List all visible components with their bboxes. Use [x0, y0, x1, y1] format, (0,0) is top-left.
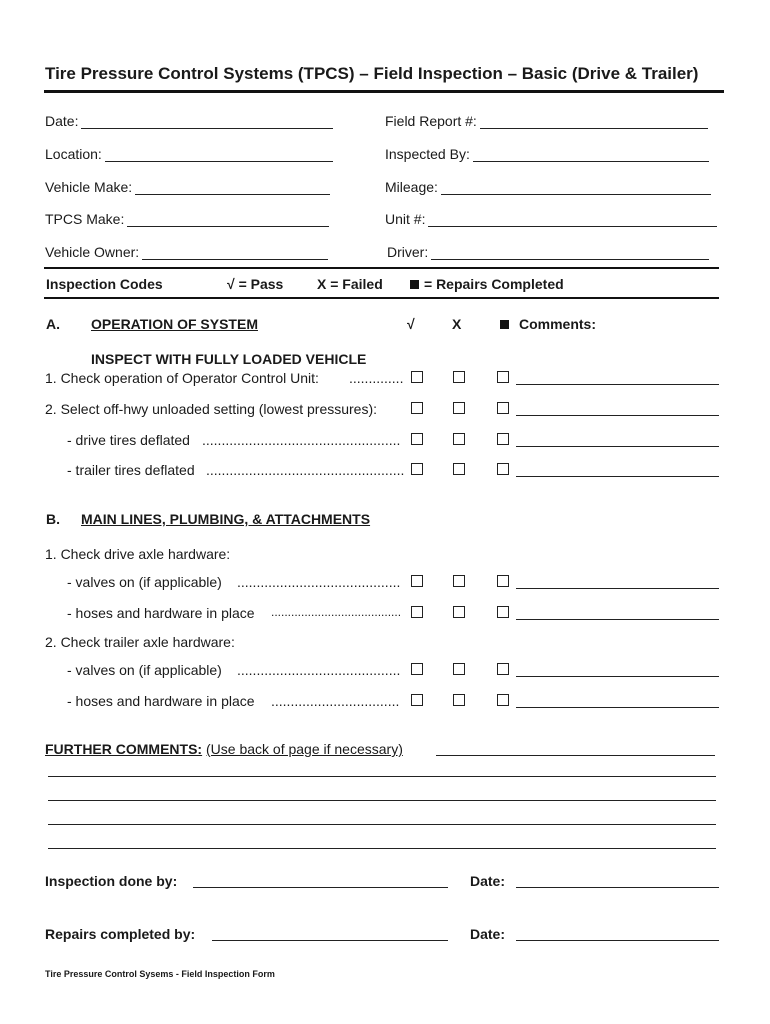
a2-pass-checkbox[interactable] — [411, 402, 423, 414]
a1-repaired-checkbox[interactable] — [497, 371, 509, 383]
b1-comment-line[interactable] — [516, 588, 719, 589]
a1-pass-checkbox[interactable] — [411, 371, 423, 383]
codes-top-divider — [44, 267, 719, 269]
item-b4-label: - hoses and hardware in place — [67, 693, 255, 709]
b2-pass-checkbox[interactable] — [411, 606, 423, 618]
inspected-by-line[interactable] — [473, 147, 709, 162]
unit-field[interactable] — [385, 211, 717, 227]
comments-column-header — [500, 316, 596, 332]
inspection-date-label: Date: — [470, 873, 506, 889]
repairs-date-line[interactable] — [516, 940, 719, 941]
repairs-date-label: Date: — [470, 926, 506, 942]
tpcs-make-line[interactable] — [127, 212, 329, 227]
a2-repaired-checkbox[interactable] — [497, 402, 509, 414]
further-comments-note: (Use back of page if necessary) — [206, 741, 403, 757]
form-title: Tire Pressure Control Systems (TPCS) – Field Inspection – Basic (Drive & Trailer) — [45, 64, 699, 83]
vehicle-owner-field[interactable] — [45, 244, 328, 260]
section-a-subhead: INSPECT WITH FULLY LOADED VEHICLE — [91, 351, 367, 367]
b3-fail-checkbox[interactable] — [453, 663, 465, 675]
b3-comment-line[interactable] — [516, 676, 719, 677]
b4-fail-checkbox[interactable] — [453, 694, 465, 706]
item-a3-leader: ................................................... — [202, 432, 401, 448]
item-a4-label: - trailer tires deflated — [67, 462, 195, 478]
tpcs-make-label: TPCS Make: — [45, 211, 125, 227]
failed-code: X = Failed — [317, 276, 383, 292]
vehicle-make-line[interactable] — [135, 180, 330, 195]
inspection-date-line[interactable] — [516, 887, 719, 888]
repairs-code-label: = Repairs Completed — [424, 276, 564, 292]
b1-fail-checkbox[interactable] — [453, 575, 465, 587]
b2-fail-checkbox[interactable] — [453, 606, 465, 618]
section-a-letter: A. — [46, 316, 60, 332]
field-report-field[interactable] — [385, 113, 708, 129]
pass-column-header: √ — [407, 316, 415, 332]
filled-square-icon — [500, 320, 509, 329]
b3-pass-checkbox[interactable] — [411, 663, 423, 675]
item-a1-label: 1. Check operation of Operator Control Unit: — [45, 370, 319, 386]
b1-pass-checkbox[interactable] — [411, 575, 423, 587]
unit-line[interactable] — [428, 212, 717, 227]
location-line[interactable] — [105, 147, 333, 162]
item-b4-leader: ................................. — [271, 693, 400, 709]
a1-fail-checkbox[interactable] — [453, 371, 465, 383]
a3-repaired-checkbox[interactable] — [497, 433, 509, 445]
further-comments-label: FURTHER COMMENTS: — [45, 741, 203, 757]
field-report-line[interactable] — [480, 114, 708, 129]
mileage-label: Mileage: — [385, 179, 438, 195]
further-comments-line-0[interactable] — [436, 755, 715, 756]
item-a2-label: 2. Select off-hwy unloaded setting (lowest pressures): — [45, 401, 378, 417]
a3-pass-checkbox[interactable] — [411, 433, 423, 445]
repairs-completed-by-line[interactable] — [212, 940, 448, 941]
mileage-line[interactable] — [441, 180, 711, 195]
item-a3-label: - drive tires deflated — [67, 432, 190, 448]
section-b-title: MAIN LINES, PLUMBING, & ATTACHMENTS — [81, 511, 371, 527]
date-label: Date: — [45, 113, 79, 129]
inspection-codes-label: Inspection Codes — [46, 276, 163, 292]
filled-square-icon — [410, 280, 419, 289]
inspected-by-field[interactable] — [385, 146, 709, 162]
inspected-by-label: Inspected By: — [385, 146, 470, 162]
b4-repaired-checkbox[interactable] — [497, 694, 509, 706]
a2-comment-line[interactable] — [516, 415, 719, 416]
a3-fail-checkbox[interactable] — [453, 433, 465, 445]
footer-text: Tire Pressure Control Sysems - Field Inspection Form — [45, 969, 275, 979]
a1-comment-line[interactable] — [516, 384, 719, 385]
title-divider — [44, 90, 724, 93]
a4-pass-checkbox[interactable] — [411, 463, 423, 475]
comments-label: Comments: — [519, 316, 597, 332]
item-b1-label: - valves on (if applicable) — [67, 574, 222, 590]
vehicle-owner-line[interactable] — [142, 245, 328, 260]
group-b1-label: 1. Check drive axle hardware: — [45, 546, 231, 562]
item-b2-label: - hoses and hardware in place — [67, 605, 255, 621]
item-a1-leader: .............. — [349, 370, 404, 386]
b1-repaired-checkbox[interactable] — [497, 575, 509, 587]
section-b-letter: B. — [46, 511, 60, 527]
vehicle-owner-label: Vehicle Owner: — [45, 244, 140, 260]
pass-code: √ = Pass — [227, 276, 284, 292]
mileage-field[interactable] — [385, 179, 711, 195]
field-report-label: Field Report #: — [385, 113, 477, 129]
location-field[interactable] — [45, 146, 333, 162]
unit-label: Unit #: — [385, 211, 426, 227]
item-b3-label: - valves on (if applicable) — [67, 662, 222, 678]
item-b3-leader: .......................................... — [237, 662, 401, 678]
further-comments-line-3[interactable] — [48, 824, 716, 825]
a4-fail-checkbox[interactable] — [453, 463, 465, 475]
vehicle-make-field[interactable] — [45, 179, 330, 195]
a4-comment-line[interactable] — [516, 476, 719, 477]
b4-comment-line[interactable] — [516, 707, 719, 708]
vehicle-make-label: Vehicle Make: — [45, 179, 133, 195]
codes-bottom-divider — [44, 297, 719, 299]
tpcs-make-field[interactable] — [45, 211, 329, 227]
driver-line[interactable] — [431, 245, 709, 260]
item-a4-leader: ................................................... — [206, 462, 405, 478]
a3-comment-line[interactable] — [516, 446, 719, 447]
repairs-code — [410, 276, 564, 292]
date-field[interactable] — [45, 113, 333, 129]
further-comments-line-4[interactable] — [48, 848, 716, 849]
further-comments-line-1[interactable] — [48, 776, 716, 777]
item-b1-leader: .......................................... — [237, 574, 401, 590]
b2-repaired-checkbox[interactable] — [497, 606, 509, 618]
group-b2-label: 2. Check trailer axle hardware: — [45, 634, 235, 650]
fail-column-header: X — [452, 316, 462, 332]
b3-repaired-checkbox[interactable] — [497, 663, 509, 675]
inspection-done-by-label: Inspection done by: — [45, 873, 178, 889]
a4-repaired-checkbox[interactable] — [497, 463, 509, 475]
section-a-title: OPERATION OF SYSTEM — [91, 316, 258, 332]
b4-pass-checkbox[interactable] — [411, 694, 423, 706]
location-label: Location: — [45, 146, 102, 162]
further-comments-line-2[interactable] — [48, 800, 716, 801]
driver-label: Driver: — [387, 244, 429, 260]
item-b2-leader: ....................................... — [271, 605, 402, 619]
a2-fail-checkbox[interactable] — [453, 402, 465, 414]
repairs-completed-by-label: Repairs completed by: — [45, 926, 196, 942]
date-line[interactable] — [81, 114, 333, 129]
b2-comment-line[interactable] — [516, 619, 719, 620]
driver-field[interactable] — [387, 244, 709, 260]
inspection-done-by-line[interactable] — [193, 887, 448, 888]
further-comments-header — [45, 741, 403, 757]
